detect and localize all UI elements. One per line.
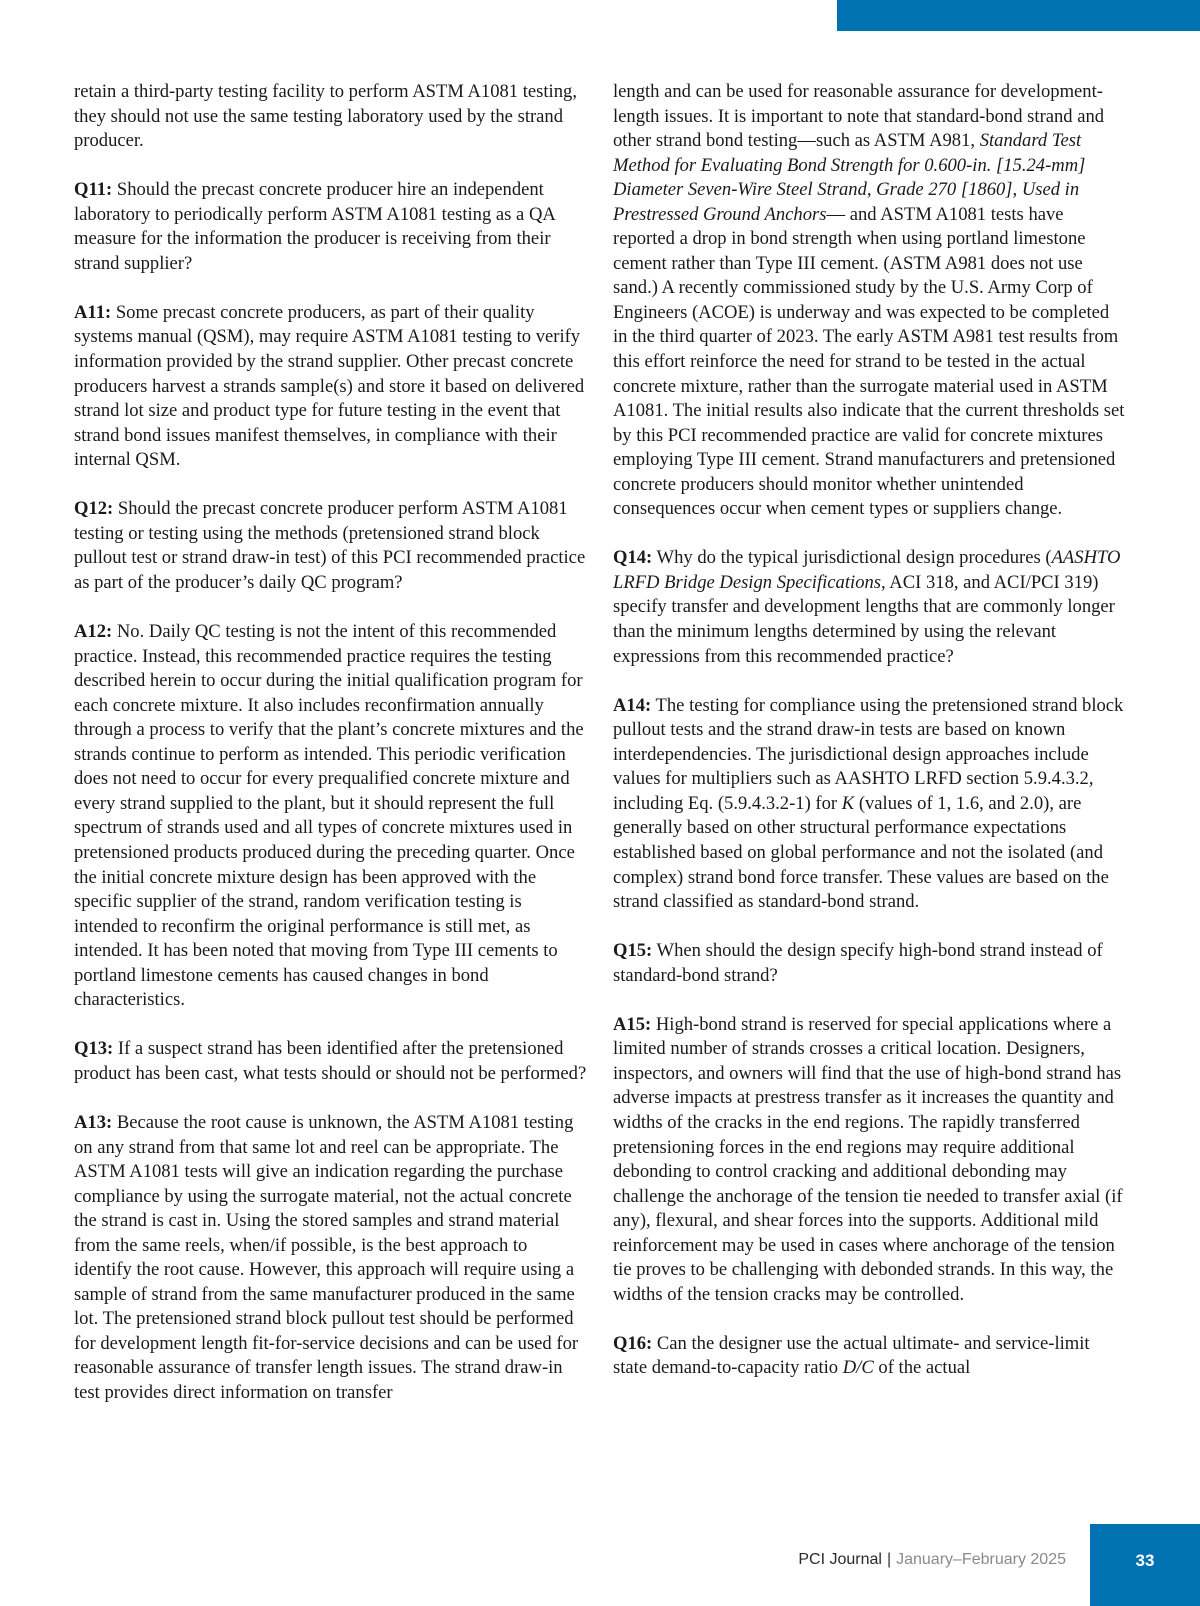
variable-k: K (841, 792, 855, 814)
footer-separator: | (886, 1551, 892, 1568)
aashto-title: AASHTO LRFD Bridge Design Specifications (613, 547, 1121, 593)
q15-text: When should the design specify high-bond strand instead of standard-bond strand? (613, 940, 1103, 986)
answer-a14: A14: The testing for compliance using the pretensioned strand block pullout tests and the strand draw-in tests are based on known interdependencies. The jurisdictional design approaches include values for multipliers such as AASHTO LRFD section 5.9.4.3.2, including Eq. (5.9.4.3.2-1) for K (values of 1, 1.6, and 2.0), are generally based on other structural performance expectations established based on global performance and not the isolated (and complex) strand bond force transfer. These values are based on the strand classified as standard-bond strand. (613, 694, 1124, 913)
journal-name: PCI Journal (798, 1551, 882, 1568)
page-number: 33 (1135, 1551, 1155, 1570)
ratio-dc: D/C (842, 1357, 874, 1379)
answer-a13 (74, 1111, 589, 1406)
question-q11 (74, 178, 589, 276)
answer-a11 (74, 301, 589, 473)
page-number-box (1090, 1524, 1200, 1606)
a11-label: A11: (74, 301, 112, 323)
q14-label: Q14: (613, 547, 653, 569)
a13-text: Because the root cause is unknown, the ASTM A1081 testing on any strand from that same lot and reel can be appropriate. The ASTM A1081 tests will give an indication regarding the purchase compliance by using the surrogate material, not the actual concrete the strand is cast in. Using the stored samples and strand material from the same reels, when/if possible, is the best approach to identify the root cause. However, this approach will require using a sample of strand from the same manufacturer produced in the same lot. The pretensioned strand block pullout test should be performed for development length fit-for-service decisions and can be used for reasonable assurance of transfer length issues. The strand draw-in test provides direct information on transfer (74, 1111, 579, 1403)
q13-label: Q13: (74, 1038, 114, 1060)
a14-label: A14: (613, 694, 652, 716)
a15-label: A15: (613, 1013, 652, 1035)
q13-text: If a suspect strand has been identified after the pretensioned product has been cast, what tests should or should not be performed? (74, 1038, 587, 1084)
footer-running-title (798, 1551, 1066, 1569)
header-accent-bar (837, 0, 1200, 31)
a15-text: High-bond strand is reserved for special applications where a limited number of strands crosses a critical location. Designers, inspectors, and owners will find that the use of high-bond strand has adverse impacts at prestress transfer as it increases the quantity and widths of the cracks in the end regions. The rapidly transferred pretensioning forces in the end regions may require additional debonding to control cracking and additional debonding may challenge the anchorage of the tension tie needed to transfer axial (if any), flexural, and shear forces into the supports. Additional mild reinforcement may be used in cases where anchorage of the tension tie proves to be challenging with debonded strands. In this way, the widths of the tension cracks may be controlled. (613, 1013, 1123, 1305)
q12-label: Q12: (74, 498, 114, 520)
question-q16: Q16: Can the designer use the actual ultimate- and service-limit state demand-to-capacity ratio D/C of the actual (613, 1332, 1090, 1379)
issue-date: January–February 2025 (896, 1551, 1066, 1568)
q11-text: Should the precast concrete producer hire an independent laboratory to periodically perform ASTM A1081 testing as a QA measure for the information the producer is receiving from their strand supplier? (74, 179, 555, 274)
question-q12 (74, 497, 589, 595)
question-q13 (74, 1037, 589, 1086)
q11-label: Q11: (74, 179, 113, 201)
question-q14: Q14: Why do the typical jurisdictional design procedures (AASHTO LRFD Bridge Design Specifications, ACI 318, and ACI/PCI 319) specify transfer and development lengths that are commonly longer than the minimum lengths determined by using the relevant expressions from this recommended practice? (613, 547, 1121, 667)
a11-text: Some precast concrete producers, as part of their quality systems manual (QSM), may require ASTM A1081 testing to verify information provided by the strand supplier. Other precast concrete producers harvest a strands sample(s) and store it based on delivered strand lot size and product type for future testing in the event that strand bond issues manifest themselves, in compliance with their internal QSM. (74, 301, 585, 471)
q15-label: Q15: (613, 940, 653, 962)
page-footer (0, 1524, 1200, 1606)
a12-label: A12: (74, 621, 113, 643)
paragraph-continuation: retain a third-party testing facility to perform ASTM A1081 testing, they should not use the same testing laboratory used by the strand producer. (74, 81, 577, 152)
a13-label: A13: (74, 1111, 113, 1133)
answer-a15 (613, 1013, 1128, 1308)
question-q15 (613, 939, 1128, 988)
a12-text: No. Daily QC testing is not the intent of this recommended practice. Instead, this recommended practice requires the testing described herein to occur during the initial qualification program for each concrete mixture. It also includes reconfirmation annually through a process to verify that the plant’s concrete mixtures and the strands continue to perform as intended. This periodic verification does not need to occur for every prequalified concrete mixture and every strand supplied to the plant, but it should represent the full spectrum of strands used and all types of concrete mixtures used in pretensioned products produced during the preceding quarter. Once the initial concrete mixture design has been approved with the specific supplier of the strand, random verification testing is intended to reconfirm the original performance is still met, as intended. It has been noted that moving from Type III cements to portland limestone cements has caused changes in bond characteristics. (74, 621, 584, 1011)
astm-a981-title: Standard Test Method for Evaluating Bond Strength for 0.600-in. [15.24-mm] Diameter Seven-Wire Steel Strand, Grade 270 [1860], Used in Prestressed Ground Anchors (613, 130, 1086, 225)
q12-text: Should the precast concrete producer perform ASTM A1081 testing or testing using the methods (pretensioned strand block pullout test or strand draw-in test) of this PCI recommended practice as part of the producer’s daily QC program? (74, 498, 586, 593)
right-column (613, 80, 1128, 1381)
paragraph-continuation-a13: length and can be used for reasonable assurance for development-length issues. It is important to note that standard-bond strand and other strand bond testing—such as ASTM A981, Standard Test Method for Evaluating Bond Strength for 0.600-in. [15.24-mm] Diameter Seven-Wire Steel Strand, Grade 270 [1860], Used in Prestressed Ground Anchors— and ASTM A1081 tests have reported a drop in bond strength when using portland limestone cement rather than Type III cement. (ASTM A981 does not use sand.) A recently commissioned study by the U.S. Army Corp of Engineers (ACOE) is underway and was expected to be completed in the third quarter of 2023. The early ASTM A981 test results from this effort reinforce the need for strand to be tested in the actual concrete mixture, rather than the surrogate material used in ASTM A1081. The initial results also indicate that the current thresholds set by this PCI recommended practice are valid for concrete mixtures employing Type III cement. Strand manufacturers and pretensioned concrete producers should monitor whether unintended consequences occur when cement types or suppliers change. (613, 81, 1125, 520)
left-column (74, 80, 589, 1406)
answer-a12 (74, 620, 589, 1013)
q16-label: Q16: (613, 1332, 653, 1354)
